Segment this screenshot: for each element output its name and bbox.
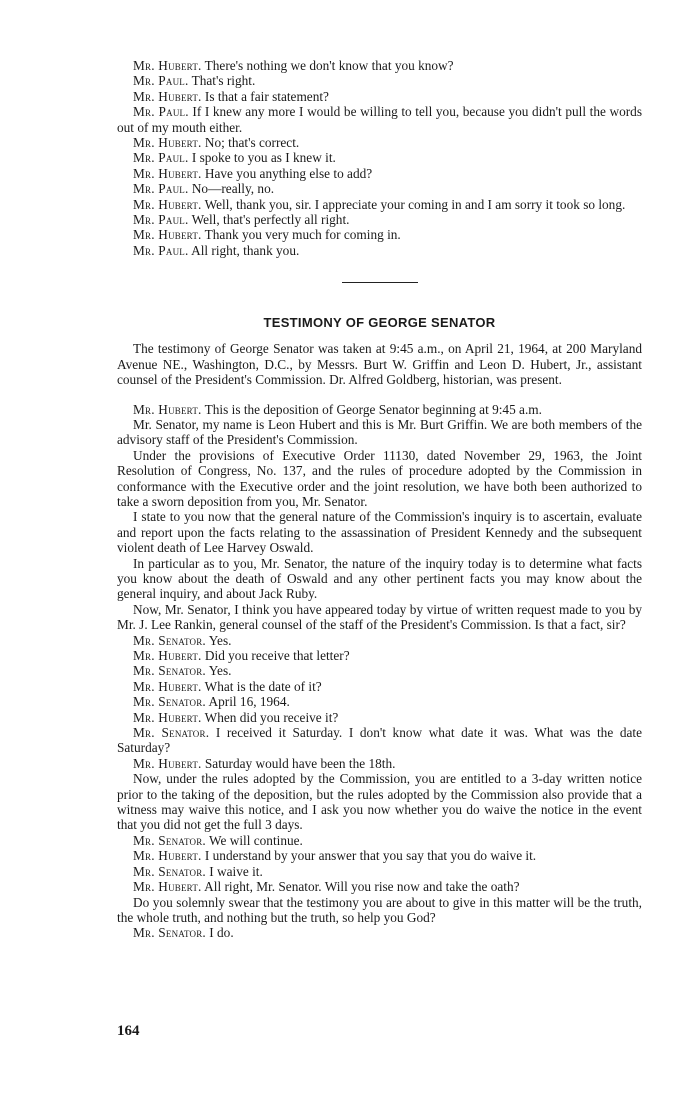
speaker-name: Mr. Hubert. xyxy=(133,755,202,771)
dialogue-line xyxy=(117,725,642,756)
dialogue-text: Thank you very much for coming in. xyxy=(204,227,401,243)
dialogue-line xyxy=(117,89,642,104)
dialogue-line xyxy=(117,150,642,165)
dialogue-text: Mr. Senator, my name is Leon Hubert and this is Mr. Burt Griffin. We are both members of the advisory staff of the President's Commission. xyxy=(117,416,642,448)
dialogue-text: I state to you now that the general nature of the Commission's inquiry is to ascertain, evaluate and report upon the facts relating to the assassination of President Kennedy and the subsequent violent death of Lee Harvey Oswald. xyxy=(117,509,642,556)
dialogue-line xyxy=(117,197,642,212)
speaker-name: Mr. Hubert. xyxy=(133,709,202,725)
speaker-name: Mr. Senator. xyxy=(133,725,210,741)
dialogue-line xyxy=(117,848,642,863)
dialogue-text: Saturday would have been the 18th. xyxy=(204,755,396,771)
dialogue-text: Under the provisions of Executive Order 11130, dated November 29, 1963, the Joint Resolution of Congress, No. 137, and the rules of procedure adopted by the Commission in conformance with the Executive order and the joint resolution, we have both been authorized to take a sworn deposition from you, Mr. Senator. xyxy=(117,447,642,509)
dialogue-text: All right, thank you. xyxy=(191,242,300,258)
speaker-name: Mr. Paul. xyxy=(133,242,189,258)
speaker-name: Mr. Hubert. xyxy=(133,88,202,104)
dialogue-line xyxy=(117,104,642,135)
paragraph-gap xyxy=(117,388,642,402)
dialogue-text: No; that's correct. xyxy=(204,135,300,151)
speaker-name: Mr. Hubert. xyxy=(133,165,202,181)
speaker-name: Mr. Hubert. xyxy=(133,879,202,895)
dialogue-text: Well, that's perfectly all right. xyxy=(191,212,350,228)
dialogue-line xyxy=(117,648,642,663)
dialogue-text: What is the date of it? xyxy=(204,678,322,694)
dialogue-line xyxy=(117,243,642,258)
dialogue-line xyxy=(117,710,642,725)
dialogue-text: Yes. xyxy=(208,632,232,648)
dialogue-text: That's right. xyxy=(191,73,256,89)
speaker-name: Mr. Hubert. xyxy=(133,135,202,151)
dialogue-text: Did you receive that letter? xyxy=(204,648,350,663)
dialogue-line xyxy=(117,663,642,678)
speaker-name: Mr. Paul. xyxy=(133,181,189,197)
speaker-name: Mr. Hubert. xyxy=(133,227,202,243)
dialogue-line xyxy=(117,58,642,73)
dialogue-line xyxy=(117,864,642,879)
dialogue-line xyxy=(117,73,642,88)
speaker-name: Mr. Senator. xyxy=(133,663,206,679)
speaker-name: Mr. Hubert. xyxy=(133,848,202,864)
document-page xyxy=(117,58,642,941)
dialogue-line xyxy=(117,602,642,633)
dialogue-text: When did you receive it? xyxy=(204,709,339,725)
dialogue-text: In particular as to you, Mr. Senator, the nature of the inquiry today is to determine what facts you know about the death of Oswald and any other pertinent facts you may know about the general inquiry, and about Jack Ruby. xyxy=(117,555,642,602)
speaker-name: Mr. Hubert. xyxy=(133,678,202,694)
dialogue-text: Now, under the rules adopted by the Commission, you are entitled to a 3-day written notice prior to the taking of the deposition, but the rules adopted by the Commission also provide that a witness may waive this notice, and I ask you now whether you do waive the notice in the event that you did not get the full 3 days. xyxy=(117,771,642,833)
dialogue-text: I received it Saturday. I don't know what date it was. What was the date Saturday? xyxy=(117,725,642,756)
dialogue-text: Now, Mr. Senator, I think you have appeared today by virtue of written request made to you by Mr. J. Lee Rankin, general counsel of the staff of the President's Commission. Is that a fact, sir? xyxy=(117,601,642,633)
dialogue-line xyxy=(117,448,642,510)
intro-paragraph: The testimony of George Senator was taken at 9:45 a.m., on April 21, 1964, at 200 Maryland Avenue NE., Washington, D.C., by Messrs. Burt W. Griffin and Leon D. Hubert, Jr., assistant counsel of the President's Commission. Dr. Alfred Goldberg, historian, was present. xyxy=(117,341,642,388)
speaker-name: Mr. Hubert. xyxy=(133,401,202,417)
speaker-name: Mr. Senator. xyxy=(133,863,206,879)
top-exchange xyxy=(117,58,642,258)
dialogue-text: I do. xyxy=(209,925,234,941)
speaker-name: Mr. Hubert. xyxy=(133,58,202,73)
dialogue-text: I understand by your answer that you say that you do waive it. xyxy=(204,848,537,864)
dialogue-text: This is the deposition of George Senator beginning at 9:45 a.m. xyxy=(204,401,542,417)
dialogue-text: Well, thank you, sir. I appreciate your coming in and I am sorry it took so long. xyxy=(204,196,626,212)
dialogue-text: All right, Mr. Senator. Will you rise now and take the oath? xyxy=(204,879,520,895)
speaker-name: Mr. Paul. xyxy=(133,212,189,228)
dialogue-line xyxy=(117,925,642,940)
dialogue-line xyxy=(117,694,642,709)
dialogue-line xyxy=(117,633,642,648)
dialogue-line xyxy=(117,679,642,694)
dialogue-line xyxy=(117,756,642,771)
speaker-name: Mr. Hubert. xyxy=(133,648,202,663)
dialogue-text: Do you solemnly swear that the testimony you are about to give in this matter will be the truth, the whole truth, and nothing but the truth, so help you God? xyxy=(117,894,642,925)
dialogue-line xyxy=(117,181,642,196)
speaker-name: Mr. Senator. xyxy=(133,694,206,710)
speaker-name: Mr. Hubert. xyxy=(133,196,202,212)
dialogue-text: There's nothing we don't know that you know? xyxy=(204,58,454,73)
dialogue-line xyxy=(117,227,642,242)
dialogue-line xyxy=(117,833,642,848)
dialogue-line xyxy=(117,166,642,181)
dialogue-text: I waive it. xyxy=(209,863,263,879)
page-number: 164 xyxy=(117,1023,140,1039)
section-divider xyxy=(342,282,418,283)
dialogue-line xyxy=(117,402,642,417)
dialogue-line xyxy=(117,879,642,894)
dialogue-text: April 16, 1964. xyxy=(208,694,290,710)
dialogue-line xyxy=(117,417,642,448)
dialogue-line xyxy=(117,135,642,150)
speaker-name: Mr. Paul. xyxy=(133,150,189,166)
dialogue-line xyxy=(117,509,642,555)
section-title: TESTIMONY OF GEORGE SENATOR xyxy=(263,315,496,331)
dialogue-line xyxy=(117,895,642,926)
dialogue-text: If I knew any more I would be willing to tell you, because you didn't pull the words out of my mouth either. xyxy=(117,104,642,135)
speaker-name: Mr. Senator. xyxy=(133,832,206,848)
dialogue-text: Have you anything else to add? xyxy=(204,165,373,181)
dialogue-text: I spoke to you as I knew it. xyxy=(191,150,336,166)
dialogue-text: Is that a fair statement? xyxy=(204,88,329,104)
speaker-name: Mr. Senator. xyxy=(133,632,206,648)
speaker-name: Mr. Paul. xyxy=(133,73,189,89)
dialogue-line xyxy=(117,556,642,602)
dialogue-text: Yes. xyxy=(208,663,232,679)
dialogue-line xyxy=(117,771,642,833)
dialogue-text: No—really, no. xyxy=(191,181,275,197)
speaker-name: Mr. Senator. xyxy=(133,925,206,941)
testimony-body xyxy=(117,402,642,941)
dialogue-text: We will continue. xyxy=(209,832,303,848)
speaker-name: Mr. Paul. xyxy=(133,104,189,120)
dialogue-line xyxy=(117,212,642,227)
